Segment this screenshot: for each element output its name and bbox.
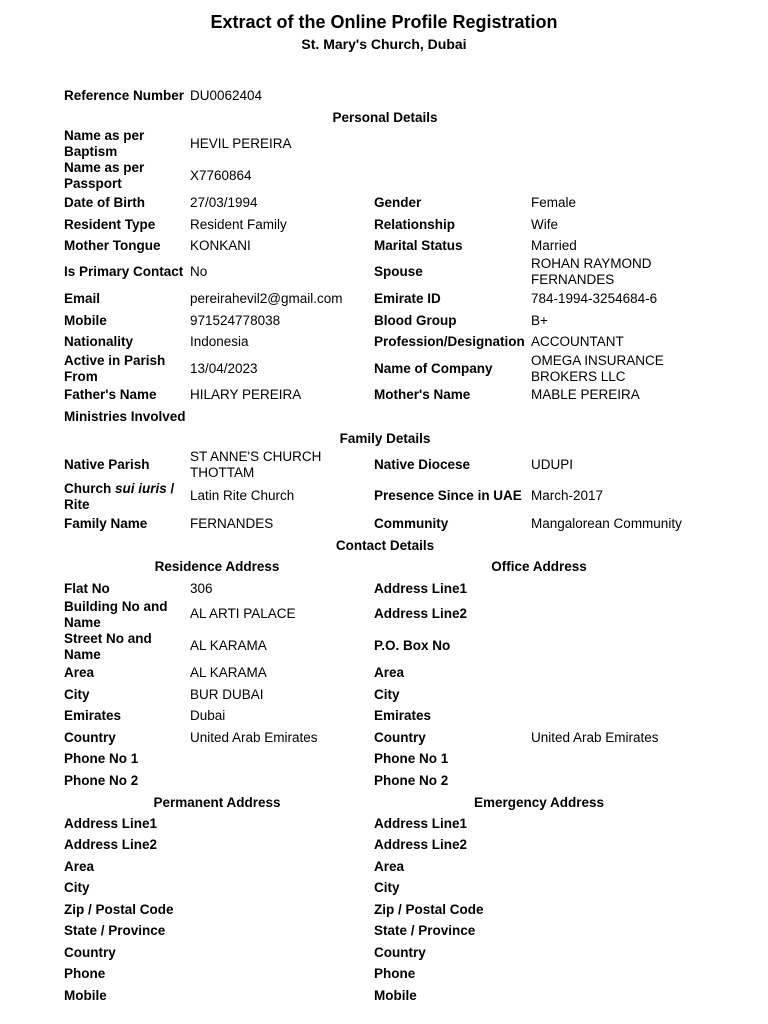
contact-details-heading: Contact Details xyxy=(335,538,435,553)
residence-city-label: City xyxy=(64,687,90,702)
resident-type-label: Resident Type xyxy=(64,217,156,232)
pobox-label: P.O. Box No xyxy=(374,638,451,653)
permanent-city-label: City xyxy=(64,880,90,895)
residence-emirates-value: Dubai xyxy=(190,708,226,723)
primary-contact-value: No xyxy=(190,264,208,279)
office-phone1-label: Phone No 1 xyxy=(374,751,449,766)
family-name-label: Family Name xyxy=(64,516,148,531)
native-diocese-label: Native Diocese xyxy=(374,457,471,472)
resident-type-value: Resident Family xyxy=(190,217,287,232)
relationship-label: Relationship xyxy=(374,217,456,232)
emergency-zip-label: Zip / Postal Code xyxy=(374,902,484,917)
street-label: Street No and Name xyxy=(64,631,152,662)
profession-label: Profession/Designation xyxy=(374,334,525,349)
office-phone2-label: Phone No 2 xyxy=(374,773,449,788)
street-value: AL KARAMA xyxy=(190,638,267,653)
permanent-area-label: Area xyxy=(64,859,95,874)
emergency-phone-label: Phone xyxy=(374,966,416,981)
spouse-value: ROHAN RAYMOND FERNANDES xyxy=(531,256,652,287)
office-address-heading: Office Address xyxy=(491,559,587,574)
emergency-address-heading: Emergency Address xyxy=(473,795,605,810)
mother-name-label: Mother's Name xyxy=(374,387,471,402)
office-country-value: United Arab Emirates xyxy=(531,730,659,745)
spouse-label: Spouse xyxy=(374,264,423,279)
community-label: Community xyxy=(374,516,449,531)
name-baptism-value: HEVIL PEREIRA xyxy=(190,136,292,151)
reference-number-label: Reference Number xyxy=(64,88,185,103)
name-baptism-label: Name as per Baptism xyxy=(64,128,145,159)
flat-no-value: 306 xyxy=(190,581,213,596)
emergency-city-label: City xyxy=(374,880,400,895)
mother-tongue-value: KONKANI xyxy=(190,238,251,253)
permanent-country-label: Country xyxy=(64,945,116,960)
residence-city-value: BUR DUBAI xyxy=(190,687,264,702)
email-label: Email xyxy=(64,291,101,306)
name-passport-label: Name as per Passport xyxy=(64,160,145,191)
residence-address-heading: Residence Address xyxy=(154,559,280,574)
emirate-id-label: Emirate ID xyxy=(374,291,441,306)
marital-status-value: Married xyxy=(531,238,577,253)
office-emirates-label: Emirates xyxy=(374,708,432,723)
family-details-heading: Family Details xyxy=(339,431,431,446)
company-label: Name of Company xyxy=(374,361,493,376)
permanent-zip-label: Zip / Postal Code xyxy=(64,902,174,917)
dob-label: Date of Birth xyxy=(64,195,145,210)
name-passport-value: X7760864 xyxy=(190,168,252,183)
blood-group-label: Blood Group xyxy=(374,313,457,328)
profession-value: ACCOUNTANT xyxy=(531,334,624,349)
mobile-value: 971524778038 xyxy=(190,313,281,328)
gender-value: Female xyxy=(531,195,577,210)
church-rite-label xyxy=(64,481,189,513)
residence-country-label: Country xyxy=(64,730,116,745)
nationality-label: Nationality xyxy=(64,334,134,349)
email-value: pereirahevil2@gmail.com xyxy=(190,291,343,306)
residence-phone2-label: Phone No 2 xyxy=(64,773,139,788)
flat-no-label: Flat No xyxy=(64,581,110,596)
community-value: Mangalorean Community xyxy=(531,516,682,531)
reference-number-value: DU0062404 xyxy=(190,88,263,103)
document-subtitle: St. Mary's Church, Dubai xyxy=(301,36,467,52)
native-parish-label: Native Parish xyxy=(64,457,150,472)
residence-area-value: AL KARAMA xyxy=(190,665,267,680)
gender-label: Gender xyxy=(374,195,422,210)
church-rite-label-part2: / Rite xyxy=(64,481,175,512)
residence-country-value: United Arab Emirates xyxy=(190,730,318,745)
ministries-label: Ministries Involved xyxy=(64,409,186,424)
office-line2-label: Address Line2 xyxy=(374,606,468,621)
presence-since-label: Presence Since in UAE xyxy=(374,488,522,503)
permanent-line2-label: Address Line2 xyxy=(64,837,158,852)
emergency-line2-label: Address Line2 xyxy=(374,837,468,852)
personal-details-heading: Personal Details xyxy=(332,110,438,125)
office-line1-label: Address Line1 xyxy=(374,581,468,596)
church-rite-value: Latin Rite Church xyxy=(190,488,295,503)
marital-status-label: Marital Status xyxy=(374,238,463,253)
family-name-value: FERNANDES xyxy=(190,516,274,531)
emergency-line1-label: Address Line1 xyxy=(374,816,468,831)
nationality-value: Indonesia xyxy=(190,334,249,349)
native-diocese-value: UDUPI xyxy=(531,457,574,472)
emirate-id-value: 784-1994-3254684-6 xyxy=(531,291,658,306)
mobile-label: Mobile xyxy=(64,313,107,328)
father-name-value: HILARY PEREIRA xyxy=(190,387,302,402)
native-parish-value: ST ANNE'S CHURCH THOTTAM xyxy=(190,449,322,480)
permanent-address-heading: Permanent Address xyxy=(153,795,281,810)
emergency-country-label: Country xyxy=(374,945,426,960)
residence-emirates-label: Emirates xyxy=(64,708,122,723)
church-rite-label-italic: sui iuris xyxy=(115,481,167,496)
permanent-state-label: State / Province xyxy=(64,923,166,938)
mother-tongue-label: Mother Tongue xyxy=(64,238,161,253)
office-area-label: Area xyxy=(374,665,405,680)
emergency-state-label: State / Province xyxy=(374,923,476,938)
emergency-area-label: Area xyxy=(374,859,405,874)
active-from-label: Active in Parish From xyxy=(64,353,166,384)
active-from-value: 13/04/2023 xyxy=(190,361,258,376)
emergency-mobile-label: Mobile xyxy=(374,988,417,1003)
mother-name-value: MABLE PEREIRA xyxy=(531,387,640,402)
office-city-label: City xyxy=(374,687,400,702)
permanent-phone-label: Phone xyxy=(64,966,106,981)
company-value: OMEGA INSURANCE BROKERS LLC xyxy=(531,353,664,384)
relationship-value: Wife xyxy=(531,217,558,232)
document-title: Extract of the Online Profile Registration xyxy=(210,12,558,32)
presence-since-value: March-2017 xyxy=(531,488,604,503)
building-label: Building No and Name xyxy=(64,599,168,630)
residence-area-label: Area xyxy=(64,665,95,680)
church-rite-label-part1: Church xyxy=(64,481,116,496)
permanent-mobile-label: Mobile xyxy=(64,988,107,1003)
blood-group-value: B+ xyxy=(531,313,548,328)
residence-phone1-label: Phone No 1 xyxy=(64,751,139,766)
permanent-line1-label: Address Line1 xyxy=(64,816,158,831)
primary-contact-label: Is Primary Contact xyxy=(64,264,184,279)
office-country-label: Country xyxy=(374,730,426,745)
dob-value: 27/03/1994 xyxy=(190,195,258,210)
building-value: AL ARTI PALACE xyxy=(190,606,296,621)
father-name-label: Father's Name xyxy=(64,387,157,402)
